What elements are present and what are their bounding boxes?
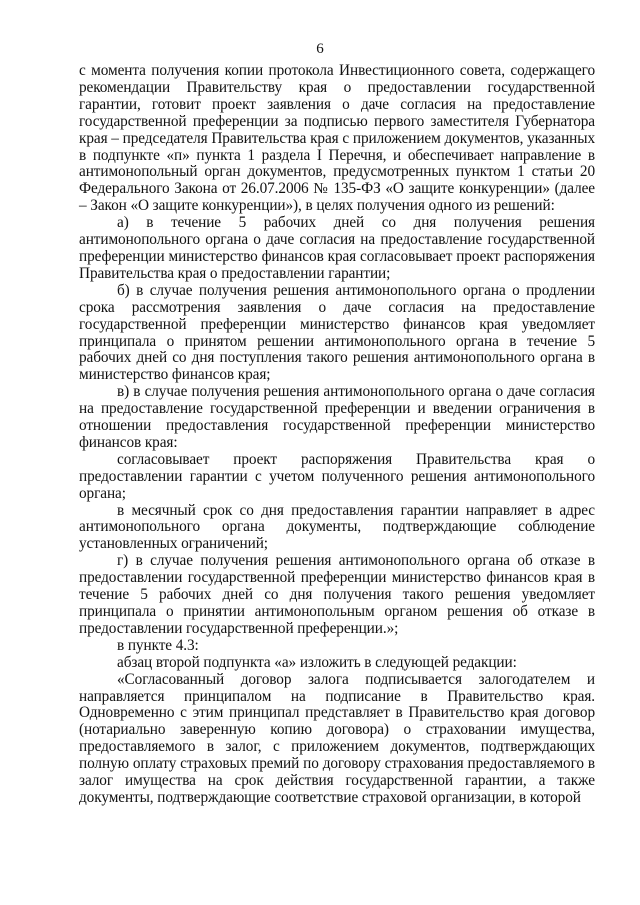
paragraph-clause-4-3: в пункте 4.3: [117, 636, 199, 654]
paragraph-item-g: г) в случае получения решения антимонопольного органа об отказе в предоставлении государственной преференции министерство финансов края в течение 5 рабочих дней со дня получения такого решения уведомляет принципала о принятии антимонопольным органом решения об отказе в предоставлении государственной преференции.»; [79, 552, 595, 637]
paragraph-subclause-a: абзац второй подпункта «а» изложить в следующей редакции: [117, 653, 517, 671]
paragraph-item-a: а) в течение 5 рабочих дней со дня получения решения антимонопольного органа о даче согласия на предоставление государственной преференции министерство финансов края согласовывает проект распоряжения Правительства края о предоставлении гарантии; [79, 214, 595, 282]
paragraph-item-v-monthly: в месячный срок со дня предоставления гарантии направляет в адрес антимонопольного органа документы, подтверждающие соблюдение установленных ограничений; [79, 501, 595, 553]
paragraph-intro: с момента получения копии протокола Инвестиционного совета, содержащего рекомендации Правительству края о предоставлении государственной гарантии, готовит проект заявления о даче согласия на предоставление государственной преференции за подписью первого заместителя Губернатора края – председателя Правительства края с приложением документов, указанных в подпункте «п» пункта 1 раздела I Перечня, и обеспечивает направление в антимонопольный орган документов, предусмотренных пунктом 1 статьи 20 Федерального Закона от 26.07.2006 № 135-ФЗ «О защите конкуренции» (далее – Закон «О защите конкуренции»), в целях получения одного из решений: [79, 62, 595, 215]
paragraph-item-v-agree: согласовывает проект распоряжения Правительства края о предоставлении гарантии с учетом полученного решения антимонопольного органа; [79, 450, 595, 502]
paragraph-item-v: в) в случае получения решения антимонопольного органа о даче согласия на предоставление государственной преференции и введении ограничения в отношении предоставления государственной преференции министерство финансов края: [79, 383, 595, 451]
document-text [79, 63, 595, 807]
paragraph-pledge: «Согласованный договор залога подписывается залогодателем и направляется принципалом на подписание в Правительство края. Одновременно с этим принципал представляет в Правительство края договор (нотариально заверенную копию договора) о страховании имущества, предоставляемого в залог, с приложением документов, подтверждающих полную оплату страховых премий по договору страхования предоставляемого в залог имущества на срок действия государственной гарантии, а также документы, подтверждающие соответствие страховой организации, в которой [79, 670, 595, 806]
paragraph-item-b: б) в случае получения решения антимонопольного органа о продлении срока рассмотрения заявления о даче согласия на предоставление государственной преференции министерство финансов края уведомляет принципала о принятом решении антимонопольного органа в течение 5 рабочих дней со дня поступления такого решения антимонопольного органа в министерство финансов края; [79, 281, 595, 384]
page-number: 6 [316, 41, 324, 57]
